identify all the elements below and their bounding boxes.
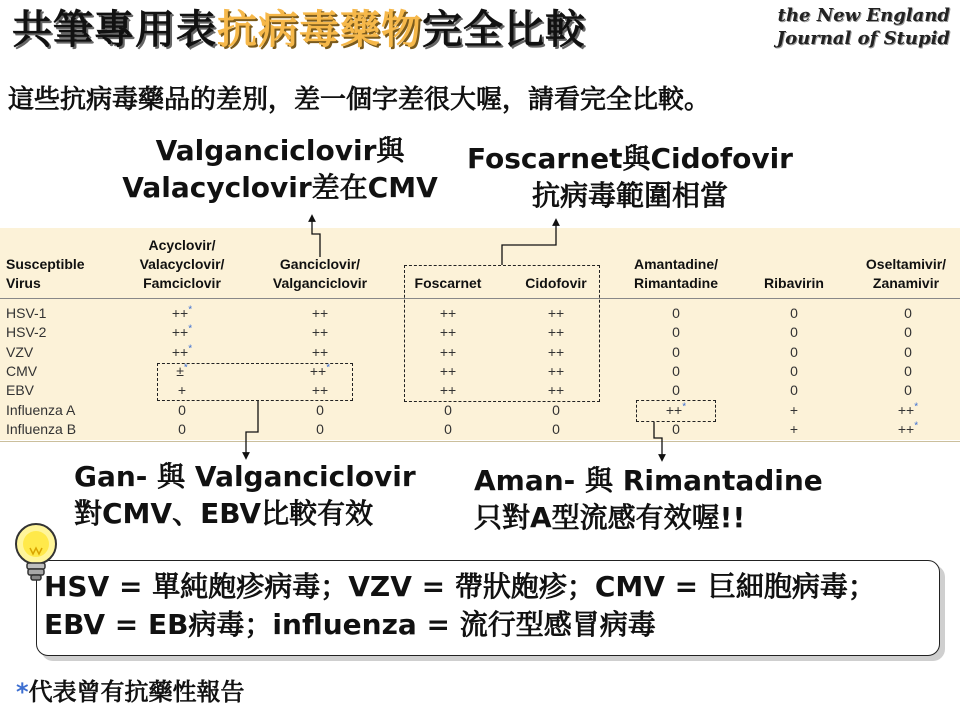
title-post: 完全比較 <box>422 7 586 53</box>
row-label: HSV-1 <box>6 305 47 321</box>
column-header-line: Cidofovir <box>525 275 587 291</box>
arrow-valganciclovir <box>312 218 320 257</box>
table-cell: 0 <box>790 382 798 399</box>
arrow-foscarnet <box>502 222 556 265</box>
table-cell: 0 <box>904 324 912 341</box>
table-cell: 0 <box>672 420 680 437</box>
annotation-fosc-line-1: Foscarnet與Cidofovir <box>466 142 793 175</box>
resistance-star: * <box>188 323 193 335</box>
resistance-star: * <box>183 362 188 374</box>
table-cell: 0 <box>552 420 560 437</box>
table-cell: + <box>177 382 187 399</box>
resistance-star: * <box>188 304 193 316</box>
annotation-aman-line-2: 只對A型流感有效喔!! <box>474 501 746 534</box>
header-label-line: Virus <box>6 275 41 291</box>
table-cell: 0 <box>790 362 798 379</box>
table-cell: 0 <box>904 343 912 360</box>
table-cell: 0 <box>672 362 680 379</box>
table-cell: 0 <box>790 305 798 321</box>
title-highlight: 抗病毒藥物 <box>217 7 422 53</box>
column-header-line: Rimantadine <box>633 275 718 291</box>
definitions-line-2: EBV = EB病毒；influenza = 流行型感冒病毒 <box>44 608 656 641</box>
annotation-valg-line-1: Valganciclovir與 <box>155 134 405 167</box>
row-label: Influenza B <box>6 420 77 437</box>
table-cell: 0 <box>178 420 186 437</box>
row-label: Influenza A <box>6 401 76 418</box>
column-header-line: Ribavirin <box>764 275 824 291</box>
table-cell: ++ <box>547 324 565 341</box>
title-pre: 共筆專用表 <box>12 7 217 53</box>
logo-line-2: Journal of Stupid <box>776 28 950 49</box>
column-header-line: Foscarnet <box>414 275 482 291</box>
table-cell: 0 <box>790 343 798 360</box>
table-cell: ++ <box>311 324 329 341</box>
table-cell: ++ <box>439 343 457 360</box>
column-header-line: Ganciclovir/ <box>279 256 361 272</box>
annotation-gan-line-2: 對CMV、EBV比較有效 <box>74 497 374 530</box>
row-label: HSV-2 <box>6 324 47 341</box>
table-cell: 0 <box>178 401 186 418</box>
column-header-line: Oseltamivir/ <box>865 256 947 272</box>
column-header-line: Famciclovir <box>143 275 221 291</box>
resistance-star: * <box>326 362 331 374</box>
table-cell: 0 <box>672 343 680 360</box>
annotation-valg-line-2: Valacyclovir差在CMV <box>122 171 438 204</box>
table-cell: ++ <box>547 382 565 399</box>
annotation-ganciclovir <box>74 458 424 532</box>
table-cell: 0 <box>316 420 324 437</box>
table-cell: + <box>789 401 799 418</box>
table-cell: ++ <box>439 305 457 321</box>
cell-value: ++ <box>171 305 189 321</box>
column-header-line: Valacyclovir/ <box>139 256 225 272</box>
table-cell: 0 <box>672 382 680 399</box>
column-header-line: Acyclovir/ <box>148 237 216 253</box>
table-cell: ++ <box>439 382 457 399</box>
row-label: CMV <box>6 362 38 379</box>
resistance-star: * <box>188 342 193 354</box>
cell-value: ++ <box>171 343 189 360</box>
table-cell: 0 <box>552 401 560 418</box>
table-cell: + <box>789 420 799 437</box>
table-cell: 0 <box>904 382 912 399</box>
cell-value: ++ <box>309 362 327 379</box>
arrow-aman <box>654 422 662 458</box>
definitions-text <box>44 568 876 644</box>
annotation-aman-line-1: Aman- 與 Rimantadine <box>474 464 823 497</box>
table-cell: ++ <box>311 305 329 321</box>
row-label: EBV <box>6 382 35 399</box>
resistance-star: * <box>914 420 919 432</box>
cell-value: ++ <box>897 401 915 418</box>
table-cell: 0 <box>672 305 680 321</box>
table-cell: 0 <box>444 420 452 437</box>
footnote <box>16 676 245 708</box>
table-cell: ++ <box>311 382 329 399</box>
footnote-star: * <box>16 678 29 706</box>
annotation-gan-line-1: Gan- 與 Valganciclovir <box>74 460 416 493</box>
table-cell: ++ <box>547 343 565 360</box>
logo-line-1: the New England <box>777 5 950 26</box>
annotation-amantadine <box>474 462 834 536</box>
definitions-line-1: HSV = 單純皰疹病毒；VZV = 帶狀皰疹；CMV = 巨細胞病毒； <box>44 570 876 603</box>
cell-value: ++ <box>897 420 915 437</box>
header-label-line: Susceptible <box>6 256 85 272</box>
annotation-fosc-line-2: 抗病毒範圍相當 <box>531 179 728 212</box>
table-cell: 0 <box>672 324 680 341</box>
table-cell: 0 <box>904 362 912 379</box>
row-label: VZV <box>6 343 34 360</box>
resistance-star: * <box>914 400 919 412</box>
table-cell: 0 <box>444 401 452 418</box>
table-cell: 0 <box>316 401 324 418</box>
footnote-text: 代表曾有抗藥性報告 <box>28 678 245 706</box>
cell-value: ± <box>176 362 184 379</box>
arrow-gan <box>246 401 258 456</box>
table-cell: 0 <box>904 305 912 321</box>
table-cell: ++ <box>547 362 565 379</box>
table-cell: 0 <box>790 324 798 341</box>
table-cell: ++ <box>439 362 457 379</box>
cell-value: ++ <box>171 324 189 341</box>
table-cell: ++ <box>311 343 329 360</box>
cell-value: ++ <box>665 401 683 418</box>
table-cell: ++ <box>547 305 565 321</box>
subtitle: 這些抗病毒藥品的差別，差一個字差很大喔，請看完全比較。 <box>8 85 711 115</box>
light-bulb-icon <box>10 520 62 586</box>
table-cell: ++ <box>439 324 457 341</box>
column-header-line: Zanamivir <box>872 275 940 291</box>
resistance-star: * <box>682 400 687 412</box>
column-header-line: Amantadine/ <box>633 256 718 272</box>
column-header-line: Valganciclovir <box>272 275 368 291</box>
